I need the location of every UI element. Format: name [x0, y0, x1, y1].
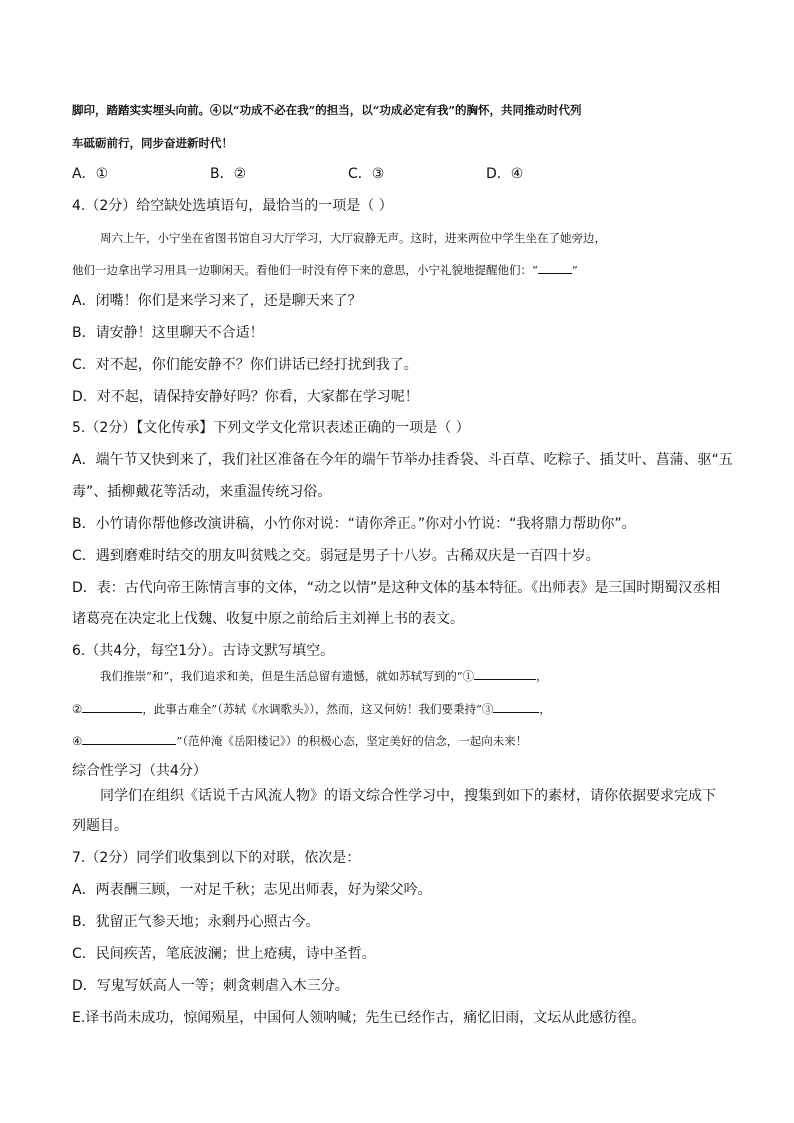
q7-option-a[interactable]: A．两表酬三顾，一对足千秋；志见出师表，好为梁父吟。	[72, 882, 432, 898]
q6-line-3-mark: ④	[72, 734, 83, 748]
q3-options	[72, 163, 672, 185]
passage-line-1: 脚印，踏踏实实埋头向前。④以“功成不必在我”的担当，以“功成必定有我”的胸怀，共同推动时代列	[72, 103, 582, 117]
q4-answer-blank[interactable]	[538, 261, 572, 274]
q3-option-d[interactable]: D．④	[486, 166, 524, 182]
q7-option-c[interactable]: C．民间疾苦，笔底波澜；世上疮痍，诗中圣哲。	[72, 946, 376, 962]
q7-option-b[interactable]: B．犹留正气参天地；永剩丹心照古今。	[72, 914, 320, 930]
q7-stem: 7.（2分）同学们收集到以下的对联，依次是：	[72, 850, 361, 866]
q4-passage-quote-end: ”	[571, 263, 578, 277]
q7-option-e[interactable]: E.译书尚未成功，惊闻殒星，中国何人领呐喊；先生已经作古，痛忆旧雨，文坛从此感彷徨。	[72, 1010, 646, 1026]
q6-line-2-text: ，此事古难全”（苏轼《水调歌头》），然而，这又何妨！我们要秉持“③	[142, 702, 494, 716]
passage-line-2: 车砥砺前行，同步奋进新时代！	[72, 136, 233, 150]
q6-line-2-mark: ②	[72, 702, 83, 716]
q4-passage-text: 他们一边拿出学习用具一边聊闲天。看他们一时没有停下来的意思，小宁礼貌地提醒他们：“	[72, 263, 538, 277]
section-intro-line-2: 列题目。	[72, 818, 128, 834]
q5-option-a-line-2[interactable]: 毒”、插柳戴花等活动，来重温传统习俗。	[72, 484, 332, 500]
q6-line-3	[72, 731, 527, 751]
q6-line-2	[72, 699, 551, 719]
q6-line-3-text: ”（范仲淹《岳阳楼记》）的积极心态，坚定美好的信念，一起向未来！	[176, 734, 528, 748]
section-title: 综合性学习（共4分）	[72, 763, 207, 779]
q6-blank-1[interactable]	[474, 667, 536, 680]
q5-option-d-line-1[interactable]: D．表：古代向帝王陈情言事的文体，“动之以情”是这种文体的基本特征。《出师表》是三国时期蜀汉丞相	[72, 580, 721, 596]
section-intro-line-1: 同学们在组织《话说千古风流人物》的语文综合性学习中，搜集到如下的素材，请你依据要求完成下	[100, 788, 716, 804]
q4-passage-line-2	[72, 260, 578, 280]
q3-option-b[interactable]: B．②	[210, 166, 247, 182]
q4-option-a[interactable]: A．闭嘴！你们是来学习来了，还是聊天来了？	[72, 293, 362, 309]
q4-option-c[interactable]: C．对不起，你们能安静不？你们讲话已经打扰到我了。	[72, 357, 418, 373]
q5-option-a-line-1[interactable]: A．端午节又快到来了，我们社区准备在今年的端午节举办挂香袋、斗百草、吃粽子、插艾叶、菖蒲、驱“五	[72, 452, 733, 468]
q5-option-d-line-2[interactable]: 诸葛亮在决定北上伐魏、收复中原之前给后主刘禅上书的表文。	[72, 611, 464, 627]
q6-blank-3[interactable]	[493, 700, 539, 713]
q5-option-c[interactable]: C．遇到磨难时结交的朋友叫贫贱之交。弱冠是男子十八岁。古稀双庆是一百四十岁。	[72, 548, 600, 564]
q6-line-1-tail: ，	[536, 669, 548, 683]
q4-option-b[interactable]: B．请安静！这里聊天不合适！	[72, 325, 264, 341]
q6-line-1-text: 我们推崇“和”，我们追求和美，但是生活总留有遗憾，就如苏轼写到的“①	[100, 669, 475, 683]
q6-line-1	[100, 666, 548, 686]
q5-stem: 5.（2分）【文化传承】下列文学文化常识表述正确的一项是（ ）	[72, 420, 470, 436]
q4-option-d[interactable]: D．对不起，请保持安静好吗？你看，大家都在学习呢！	[72, 389, 419, 405]
q6-blank-4[interactable]	[82, 732, 176, 745]
q5-option-b[interactable]: B．小竹请你帮他修改演讲稿，小竹你对说：“请你斧正。”你对小竹说：“我将鼎力帮助你”。	[72, 516, 636, 532]
q6-stem: 6.（共4分，每空1分）。古诗文默写填空。	[72, 643, 335, 659]
q3-option-c[interactable]: C．③	[348, 166, 385, 182]
q7-option-d[interactable]: D．写鬼写妖高人一等；刺贪刺虐入木三分。	[72, 978, 349, 994]
q3-option-a[interactable]: A．①	[72, 166, 109, 182]
q4-stem: 4.（2分）给空缺处选填语句，最恰当的一项是（ ）	[72, 198, 393, 214]
q4-passage-line-1: 周六上午，小宁坐在省图书馆自习大厅学习，大厅寂静无声。这时，进来两位中学生坐在了她旁边，	[100, 231, 606, 245]
q6-blank-2[interactable]	[82, 700, 142, 713]
q6-line-2-tail: ，	[539, 702, 551, 716]
